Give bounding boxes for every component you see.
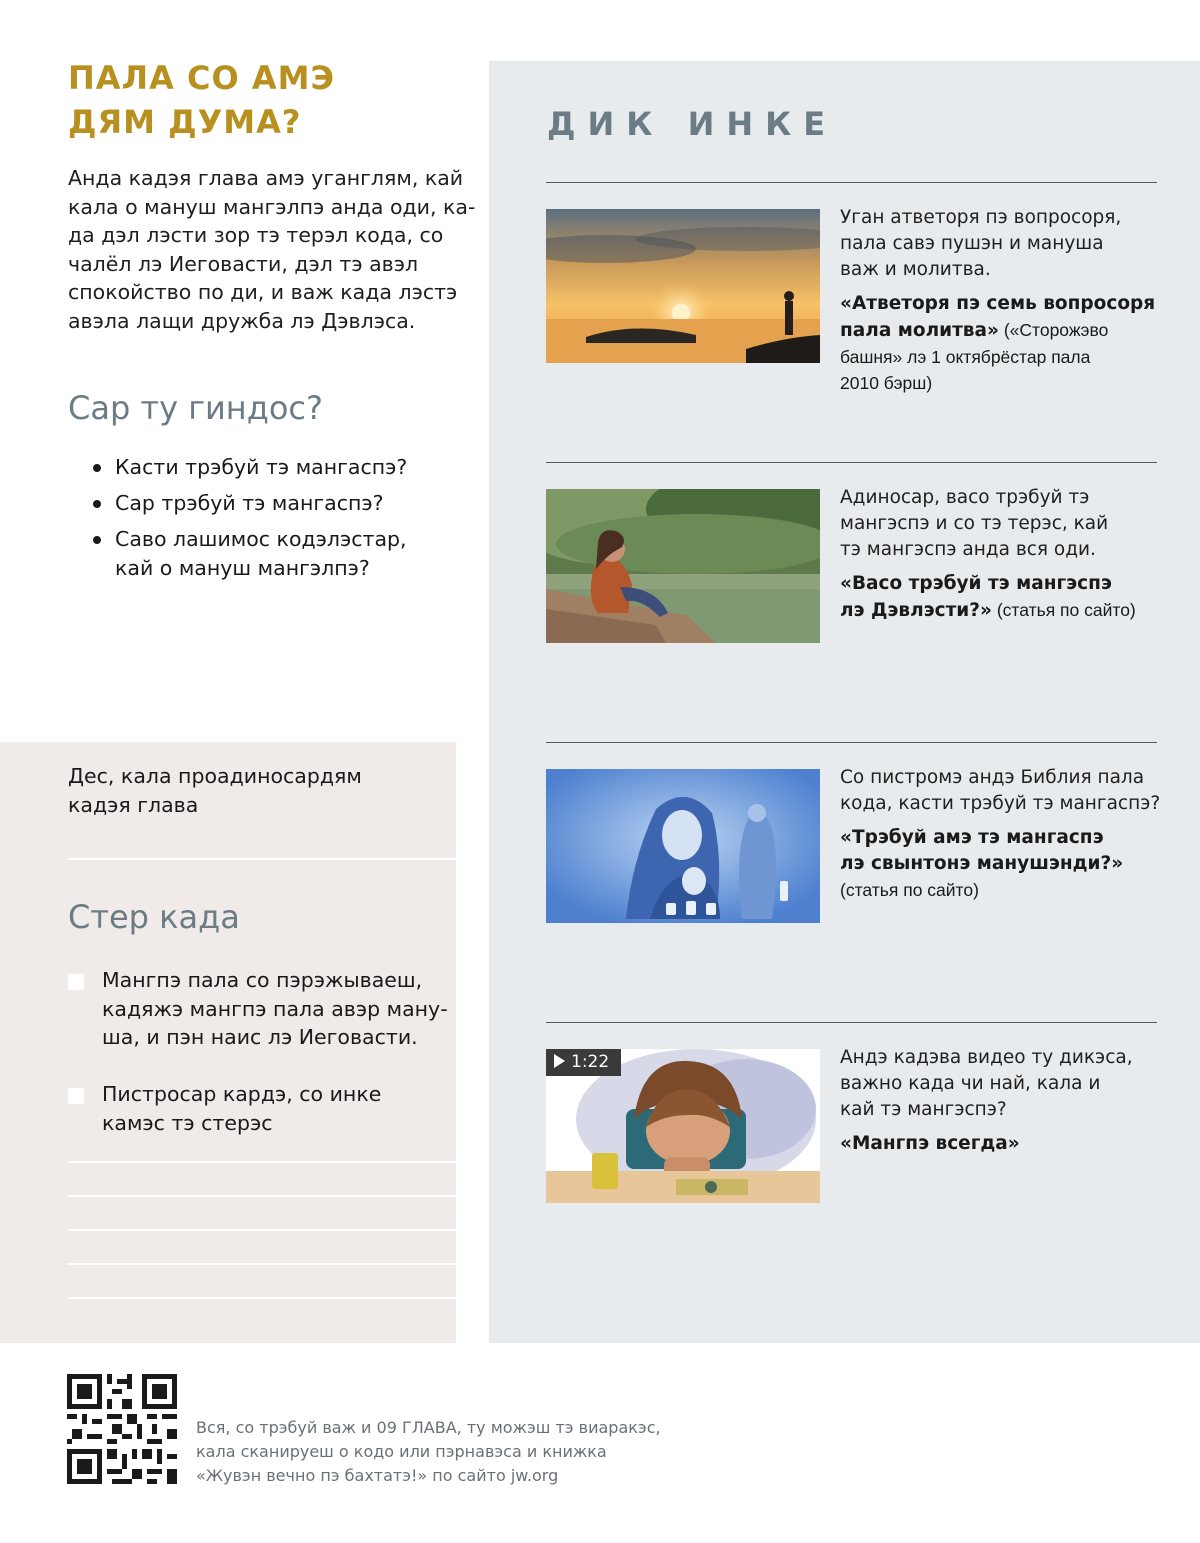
video-duration: 1:22: [571, 1052, 610, 1072]
desc-line: Со пистромэ андэ Библия пала: [840, 767, 1145, 788]
desc-line: мангэспэ и со тэ терэс, кай: [840, 513, 1109, 534]
goal-checkbox[interactable]: [68, 1088, 84, 1104]
play-icon: [554, 1054, 565, 1068]
video-duration-badge: [546, 1049, 621, 1076]
explore-item-reference-link[interactable]: [840, 1131, 1170, 1157]
footer-note: [196, 1416, 661, 1488]
review-heading: Сар ту гиндос?: [68, 389, 323, 427]
goal-write-line[interactable]: [68, 1195, 456, 1197]
explore-item-text: [840, 205, 1170, 396]
review-question: [93, 453, 458, 482]
woman-praying-to-statue-image[interactable]: [546, 769, 820, 923]
body-line: да дэл лэсти зор тэ терэл кода, со: [68, 223, 444, 247]
explore-item-reference-link[interactable]: [840, 291, 1170, 396]
goal-write-line[interactable]: [68, 1263, 456, 1265]
explore-item-description: [840, 205, 1170, 283]
sunset-prayer-image[interactable]: [546, 209, 820, 363]
review-question: [93, 489, 458, 518]
goal-write-line[interactable]: [68, 1161, 456, 1163]
desc-line: Андэ кадэва видео ту дикэса,: [840, 1047, 1133, 1068]
chapter-summary-body: [68, 164, 476, 335]
notes-panel: [0, 742, 456, 1343]
body-line: Анда кадэя глава амэ уганглям, кай: [68, 166, 464, 190]
title-line: ПАЛА СО АМЭ: [68, 59, 335, 97]
body-line: чалёл лэ Иеговасти, дэл тэ авэл: [68, 251, 419, 276]
goal-line: камэс тэ стерэс: [102, 1110, 273, 1135]
ref-note-line: («Сторожэво: [998, 320, 1109, 340]
desc-line: кай тэ мангэспэ?: [840, 1099, 1007, 1120]
desc-line: важно када чи най, кала и: [840, 1073, 1101, 1094]
goal-line: Мангпэ пала со пэрэжываеш,: [102, 968, 423, 992]
goal-line: ша, и пэн наис лэ Иеговасти.: [102, 1025, 418, 1049]
body-line: кала о мануш мангэлпэ анда оди, ка-: [68, 194, 476, 219]
question-line: Сар трэбуй тэ мангаспэ?: [115, 491, 384, 515]
boy-praying-video-thumbnail[interactable]: [546, 1049, 820, 1203]
footer-line: «Жувэн вечно пэ бахтатэ!» по сайто jw.org: [196, 1466, 559, 1485]
ref-note-line: башня» лэ 1 октябрёстар пала: [840, 347, 1091, 367]
ref-note-line: 2010 бэрш): [840, 373, 933, 393]
explore-heading: ДИК ИНКЕ: [547, 105, 838, 143]
divider: [546, 742, 1157, 743]
question-line: Саво лашимос кодэлэстар,: [115, 527, 407, 551]
explore-item-description: [840, 1045, 1170, 1123]
body-line: авэла лащи дружба лэ Дэвлэса.: [68, 308, 416, 333]
desc-line: Уган атветоря пэ вопросоря,: [840, 207, 1122, 228]
woman-by-river-image[interactable]: [546, 489, 820, 643]
desc-line: пала савэ пушэн и мануша: [840, 233, 1104, 254]
question-line: кай о мануш мангэлпэ?: [115, 555, 370, 580]
footer-line: кала сканируеш о кодо или пэрнавэса и книжка: [196, 1442, 607, 1461]
ref-title-line: «Васо трэбуй тэ мангэспэ: [840, 573, 1112, 594]
explore-item-text: [840, 485, 1170, 624]
comment-write-line[interactable]: [68, 858, 456, 860]
goal-text: [102, 966, 448, 1052]
divider: [546, 1022, 1157, 1023]
explore-item-reference-link[interactable]: [840, 571, 1170, 624]
ref-note-line: (статья по сайто): [991, 600, 1136, 620]
review-question: [93, 525, 458, 582]
explore-item-description: [840, 485, 1170, 563]
ref-title-line: пала молитва»: [840, 320, 999, 341]
comment-label: [68, 762, 362, 819]
goal-text: [102, 1080, 381, 1137]
goal-line: Пистросар кардэ, со инке: [102, 1082, 382, 1106]
ref-title-line: лэ свынтонэ манушэнди?»: [840, 853, 1124, 874]
explore-item-description: [840, 765, 1170, 817]
ref-title-line: лэ Дэвлэсти?»: [840, 600, 992, 621]
ref-note-line: (статья по сайто): [840, 880, 979, 900]
goal-line: кадяжэ мангпэ пала авэр ману-: [102, 996, 448, 1021]
desc-line: Адиносар, васо трэбуй тэ: [840, 487, 1090, 508]
goal-write-line[interactable]: [68, 1229, 456, 1231]
explore-item-text: [840, 765, 1170, 903]
comment-line: кадэя глава: [68, 792, 199, 817]
desc-line: важ и молитва.: [840, 259, 991, 280]
ref-title-line: «Мангпэ всегда»: [840, 1133, 1020, 1154]
title-line: ДЯМ ДУМА?: [68, 103, 302, 141]
left-column: [68, 56, 476, 590]
qr-code[interactable]: [67, 1374, 177, 1484]
question-line: Касти трэбуй тэ мангаспэ?: [115, 455, 408, 479]
divider: [546, 462, 1157, 463]
body-line: спокойство по ди, и важ када лэстэ: [68, 280, 458, 304]
ref-title-line: «Трэбуй амэ тэ мангаспэ: [840, 827, 1104, 848]
goal-heading: Стер када: [68, 898, 240, 936]
goal-checkbox[interactable]: [68, 974, 84, 990]
explore-item-reference-link[interactable]: [840, 825, 1170, 903]
goal-write-line[interactable]: [68, 1297, 456, 1299]
chapter-summary-title: [68, 56, 458, 144]
ref-title-line: «Атветоря пэ семь вопросоря: [840, 293, 1156, 314]
review-question-list: [68, 453, 458, 582]
desc-line: тэ мангэспэ анда вся оди.: [840, 539, 1096, 560]
desc-line: кода, касти трэбуй тэ мангаспэ?: [840, 793, 1161, 814]
comment-line: Дес, кала проадиносардям: [68, 764, 362, 788]
footer-line: Вся, со трэбуй важ и 09 ГЛАВА, ту можэш тэ виаракэс,: [196, 1418, 661, 1437]
divider: [546, 182, 1157, 183]
explore-item-text: [840, 1045, 1170, 1157]
explore-panel: [489, 61, 1200, 1343]
